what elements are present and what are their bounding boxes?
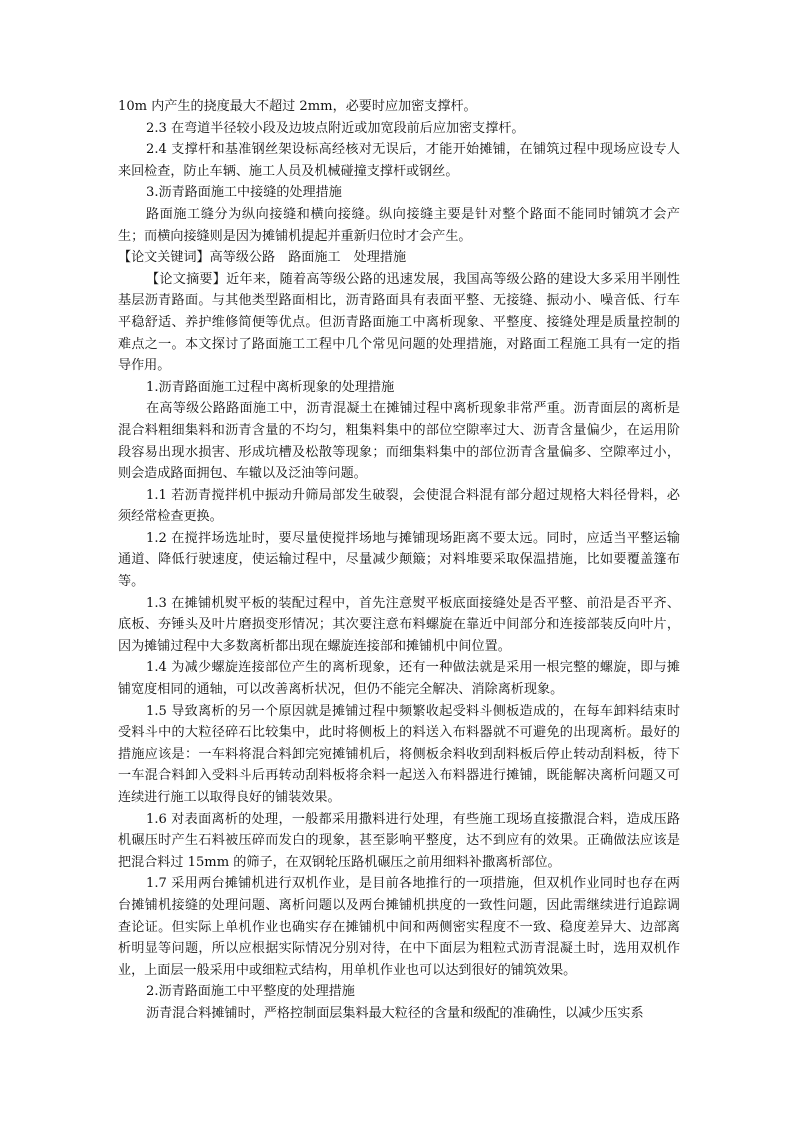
paragraph: 1.3 在摊铺机熨平板的装配过程中，首先注意熨平板底面接缝处是否平整、前沿是否平齐、底板、夯锤头及叶片磨损变形情况；其次要注意布料螺旋在靠近中间部分和连接部装反向叶片，因为摊铺过程中大多数离析都出现在螺旋连接部和摊铺机中间位置。 xyxy=(118,595,680,654)
paragraph: 沥青混合料摊铺时，严格控制面层集料最大粒径的含量和级配的准确性，以减少压实系 xyxy=(146,1005,644,1021)
section-heading: 3.沥青路面施工中接缝的处理措施 xyxy=(146,185,342,201)
paragraph: 10m 内产生的挠度最大不超过 2mm，必要时应加密支撑杆。 xyxy=(118,99,477,114)
paragraph: 路面施工缝分为纵向接缝和横向接缝。纵向接缝主要是针对整个路面不能同时铺筑才会产生；而横向接缝则是因为摊铺机提起并重新归位时才会产生。 xyxy=(118,206,680,244)
paragraph: 在高等级公路路面施工中，沥青混凝土在摊铺过程中离析现象非常严重。沥青面层的离析是混合料粗细集料和沥青含量的不均匀，粗集料集中的部位空隙率过大、沥青含量偏少，在运用阶段容易出现水损害、形成坑槽及松散等现象；而细集料集中的部位沥青含量偏多、空隙率过小，则会造成路面拥包、车辙以及泛油等问题。 xyxy=(118,401,680,482)
paragraph: 1.6 对表面离析的处理，一般都采用撒料进行处理，有些施工现场直接撒混合料，造成压路机碾压时产生石料被压碎而发白的现象，甚至影响平整度，达不到应有的效果。正确做法应该是把混合料过 15mm 的筛子，在双钢轮压路机碾压之前用细料补撒离析部位。 xyxy=(118,811,680,870)
paragraph: 2.3 在弯道半径较小段及边坡点附近或加宽段前后应加密支撑杆。 xyxy=(146,120,525,136)
paragraph: 1.1 若沥青搅拌机中振动升筛局部发生破裂，会使混合料混有部分超过规格大料径骨料，必须经常检查更换。 xyxy=(118,487,680,525)
section-heading: 1.沥青路面施工过程中离析现象的处理措施 xyxy=(146,379,395,395)
section-heading: 2.沥青路面施工中平整度的处理措施 xyxy=(146,984,355,1000)
paragraph: 1.4 为减少螺旋连接部位产生的离析现象，还有一种做法就是采用一根完整的螺旋，即与摊铺宽度相同的通轴，可以改善离析状况，但仍不能完全解决、消除离析现象。 xyxy=(118,660,680,698)
paragraph: 1.2 在搅拌场选址时，要尽量使搅拌场地与摊铺现场距离不要太远。同时，应适当平整运输通道、降低行驶速度，使运输过程中，尽量减少颠簸；对料堆要采取保温措施，比如要覆盖篷布等。 xyxy=(118,530,680,590)
paragraph: 1.5 导致离析的另一个原因就是摊铺过程中频繁收起受料斗侧板造成的，在每车卸料结束时受料斗中的大粒径碎石比较集中，此时将侧板上的料送入布料器就不可避免的出现离析。最好的措施应该是：一车料将混合料卸完宛摊铺机后，将侧板余料收到刮料板后停止转动刮料板，待下一车混合料卸入受料斗后再转动刮料板将余料一起送入布料器进行摊铺，既能解决离析问题又可连续进行施工以取得良好的铺装效果。 xyxy=(118,703,680,805)
keywords: 【论文关键词】高等级公路 路面施工 处理措施 xyxy=(118,250,407,266)
document-body xyxy=(118,96,680,1025)
abstract: 【论文摘要】近年来，随着高等级公路的迅速发展，我国高等级公路的建设大多采用半刚性基层沥青路面。与其他类型路面相比，沥青路面具有表面平整、无接缝、振动小、噪音低、行车平稳舒适、养护维修简便等优点。但沥青路面施工中离析现象、平整度、接缝处理是质量控制的难点之一。本文探讨了路面施工工程中几个常见问题的处理措施，对路面工程施工具有一定的指导作用。 xyxy=(118,271,680,374)
paragraph: 1.7 采用两台摊铺机进行双机作业，是目前各地推行的一项措施，但双机作业同时也存在两台摊铺机接缝的处理问题、离析问题以及两台摊铺机拱度的一致性问题，因此需继续进行追踪调查论证。但实际上单机作业也确实存在摊铺机中间和两侧密实程度不一致、稳度差异大、边部离析明显等问题，所以应根据实际情况分别对待，在中下面层为粗粒式沥青混凝土时，选用双机作业，上面层一般采用中或细粒式结构，用单机作业也可以达到很好的铺筑效果。 xyxy=(118,876,680,978)
paragraph: 2.4 支撑杆和基准钢丝架设标高经核对无误后，才能开始摊铺，在铺筑过程中现场应设专人来回检查，防止车辆、施工人员及机械碰撞支撑杆或钢丝。 xyxy=(118,142,680,179)
